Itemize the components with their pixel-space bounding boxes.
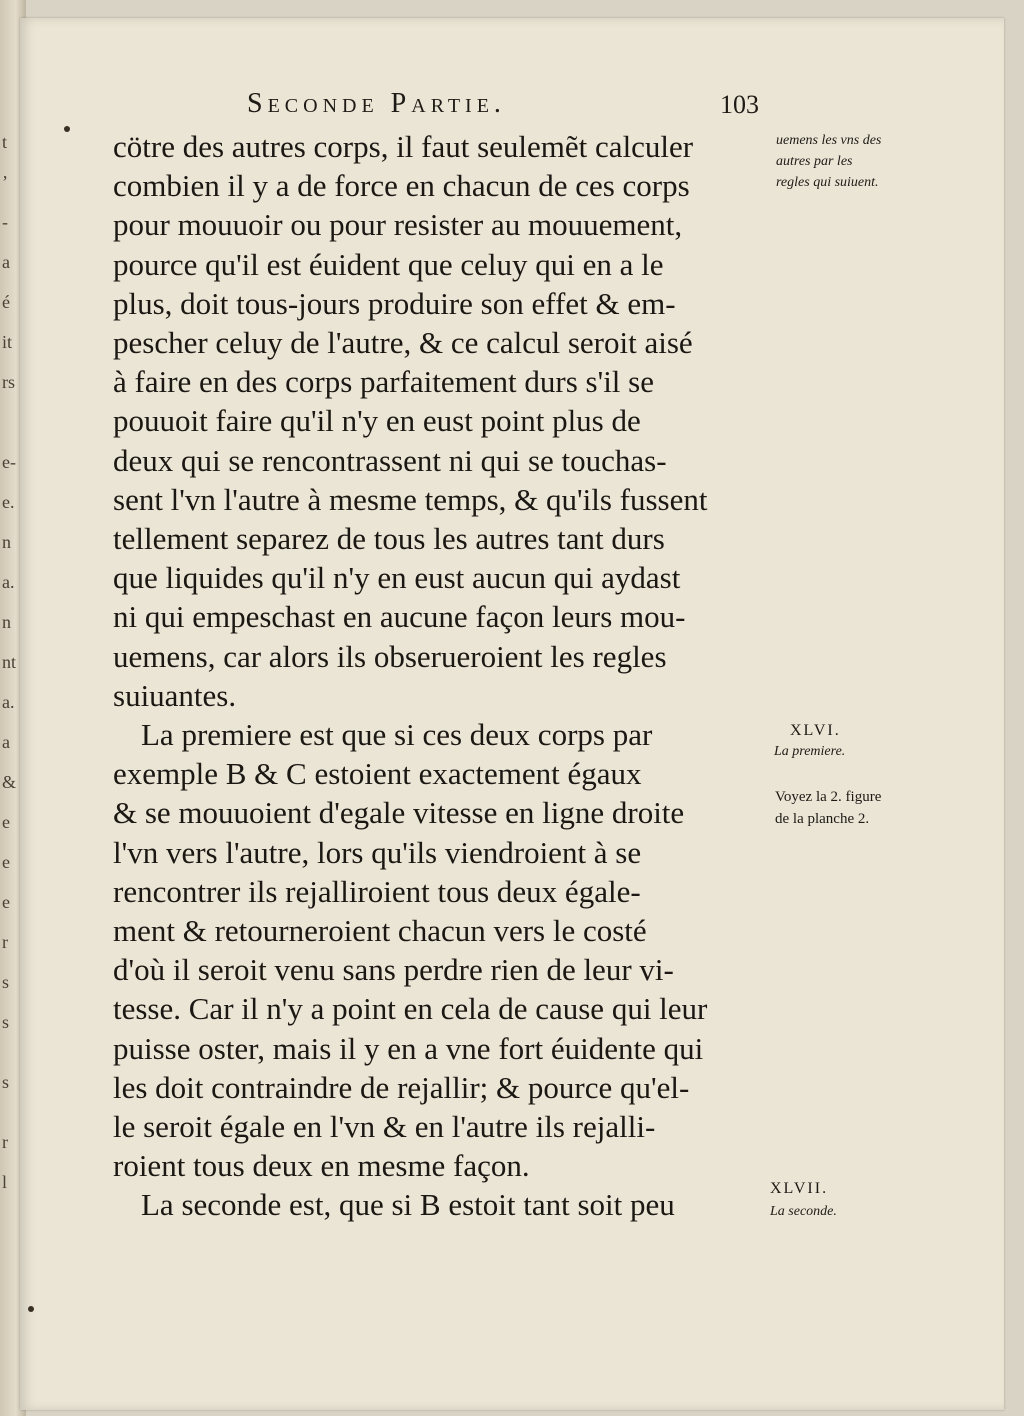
ink-spot (64, 126, 70, 132)
edge-char: e- (2, 452, 16, 472)
text-line: deux qui se rencontrassent ni qui se touchas- (113, 442, 667, 478)
edge-char: s (2, 1012, 10, 1032)
edge-char: a (2, 252, 10, 272)
text-line: suiuantes. (113, 677, 237, 713)
text-line: roient tous deux en mesme façon. (113, 1148, 530, 1184)
text-line: pouuoit faire qu'il n'y en eust point plus de (113, 403, 641, 439)
text-line: que liquides qu'il n'y en eust aucun qui aydast (113, 560, 681, 596)
edge-char: s (2, 972, 10, 992)
edge-char: é (2, 292, 10, 312)
edge-char: a. (2, 692, 15, 712)
margin-note-number: XLVI. (790, 722, 841, 739)
text-line: pescher celuy de l'autre, & ce calcul seroit aisé (113, 325, 693, 361)
text-line: plus, doit tous-jours produire son effet & em- (113, 285, 676, 321)
text-line: uemens, car alors ils obserueroient les regles (113, 638, 667, 674)
edge-char: e (2, 852, 10, 872)
text-line: combien il y a de force en chacun de ces corps (113, 168, 690, 204)
text-line: le seroit égale en l'vn & en l'autre ils rejalli- (113, 1109, 656, 1145)
text-line: La seconde est, que si B estoit tant soit peu (141, 1187, 675, 1223)
edge-char: nt (2, 652, 17, 672)
ink-spot (28, 1306, 34, 1312)
edge-char: ʼ (2, 172, 8, 192)
text-line: exemple B & C estoient exactement égaux (113, 756, 642, 792)
margin-note-rules: uemens les vns des autres par les regles qui suiuent. (776, 133, 882, 190)
text-line: rencontrer ils rejalliroient tous deux égale- (113, 873, 641, 909)
edge-char: a. (2, 572, 15, 592)
text-line: tellement separez de tous les autres tant durs (113, 521, 665, 557)
edge-char: a (2, 732, 10, 752)
text-line: pour mouuoir ou pour resister au mouuement, (113, 207, 683, 243)
text-line: cötre des autres corps, il faut seulemẽt calculer (113, 129, 694, 164)
edge-char: e (2, 892, 10, 912)
page-number: 103 (720, 90, 759, 119)
text-line: puisse oster, mais il y en a vne fort éuidente qui (113, 1030, 704, 1066)
text-line: à faire en des corps parfaitement durs s'il se (113, 364, 654, 400)
text-line: ment & retourneroient chacun vers le costé (113, 913, 647, 949)
text-line: pource qu'il est éuident que celuy qui en a le (113, 246, 664, 282)
margin-note-number: XLVII. (770, 1180, 829, 1197)
edge-char: it (2, 332, 13, 352)
text-line: La premiere est que si ces deux corps par (141, 717, 653, 753)
edge-char: r (2, 1132, 8, 1152)
text-line: d'où il seroit venu sans perdre rien de leur vi- (113, 952, 674, 988)
edge-char: l (2, 1172, 8, 1192)
edge-char: rs (2, 372, 15, 392)
margin-note-figure: Voyez la 2. figure de la planche 2. (775, 789, 882, 827)
text-line: sent l'vn l'autre à mesme temps, & qu'ils fussent (113, 481, 708, 517)
body-text (113, 127, 765, 1225)
text-line: l'vn vers l'autre, lors qu'ils viendroient à se (113, 834, 642, 870)
edge-char: e. (2, 492, 15, 512)
edge-char: t (2, 132, 8, 152)
edge-char: e (2, 812, 10, 832)
margin-note-title: La premiere. (774, 744, 846, 759)
text-line: ni qui empeschast en aucune façon leurs mou- (113, 599, 686, 635)
text-line: & se mouuoient d'egale vitesse en ligne droite (113, 795, 685, 831)
running-head: Seconde Partie. (247, 88, 506, 119)
edge-char: - (2, 212, 8, 232)
margin-note-title: La seconde. (770, 1204, 837, 1219)
text-line: les doit contraindre de rejallir; & pource qu'el- (113, 1069, 690, 1105)
edge-char: & (2, 772, 17, 792)
facing-page-edge (2, 110, 20, 1210)
edge-char: s (2, 1072, 10, 1092)
edge-char: n (2, 612, 11, 632)
edge-char: n (2, 532, 11, 552)
edge-char: r (2, 932, 8, 952)
text-line: tesse. Car il n'y a point en cela de cause qui leur (113, 991, 708, 1027)
